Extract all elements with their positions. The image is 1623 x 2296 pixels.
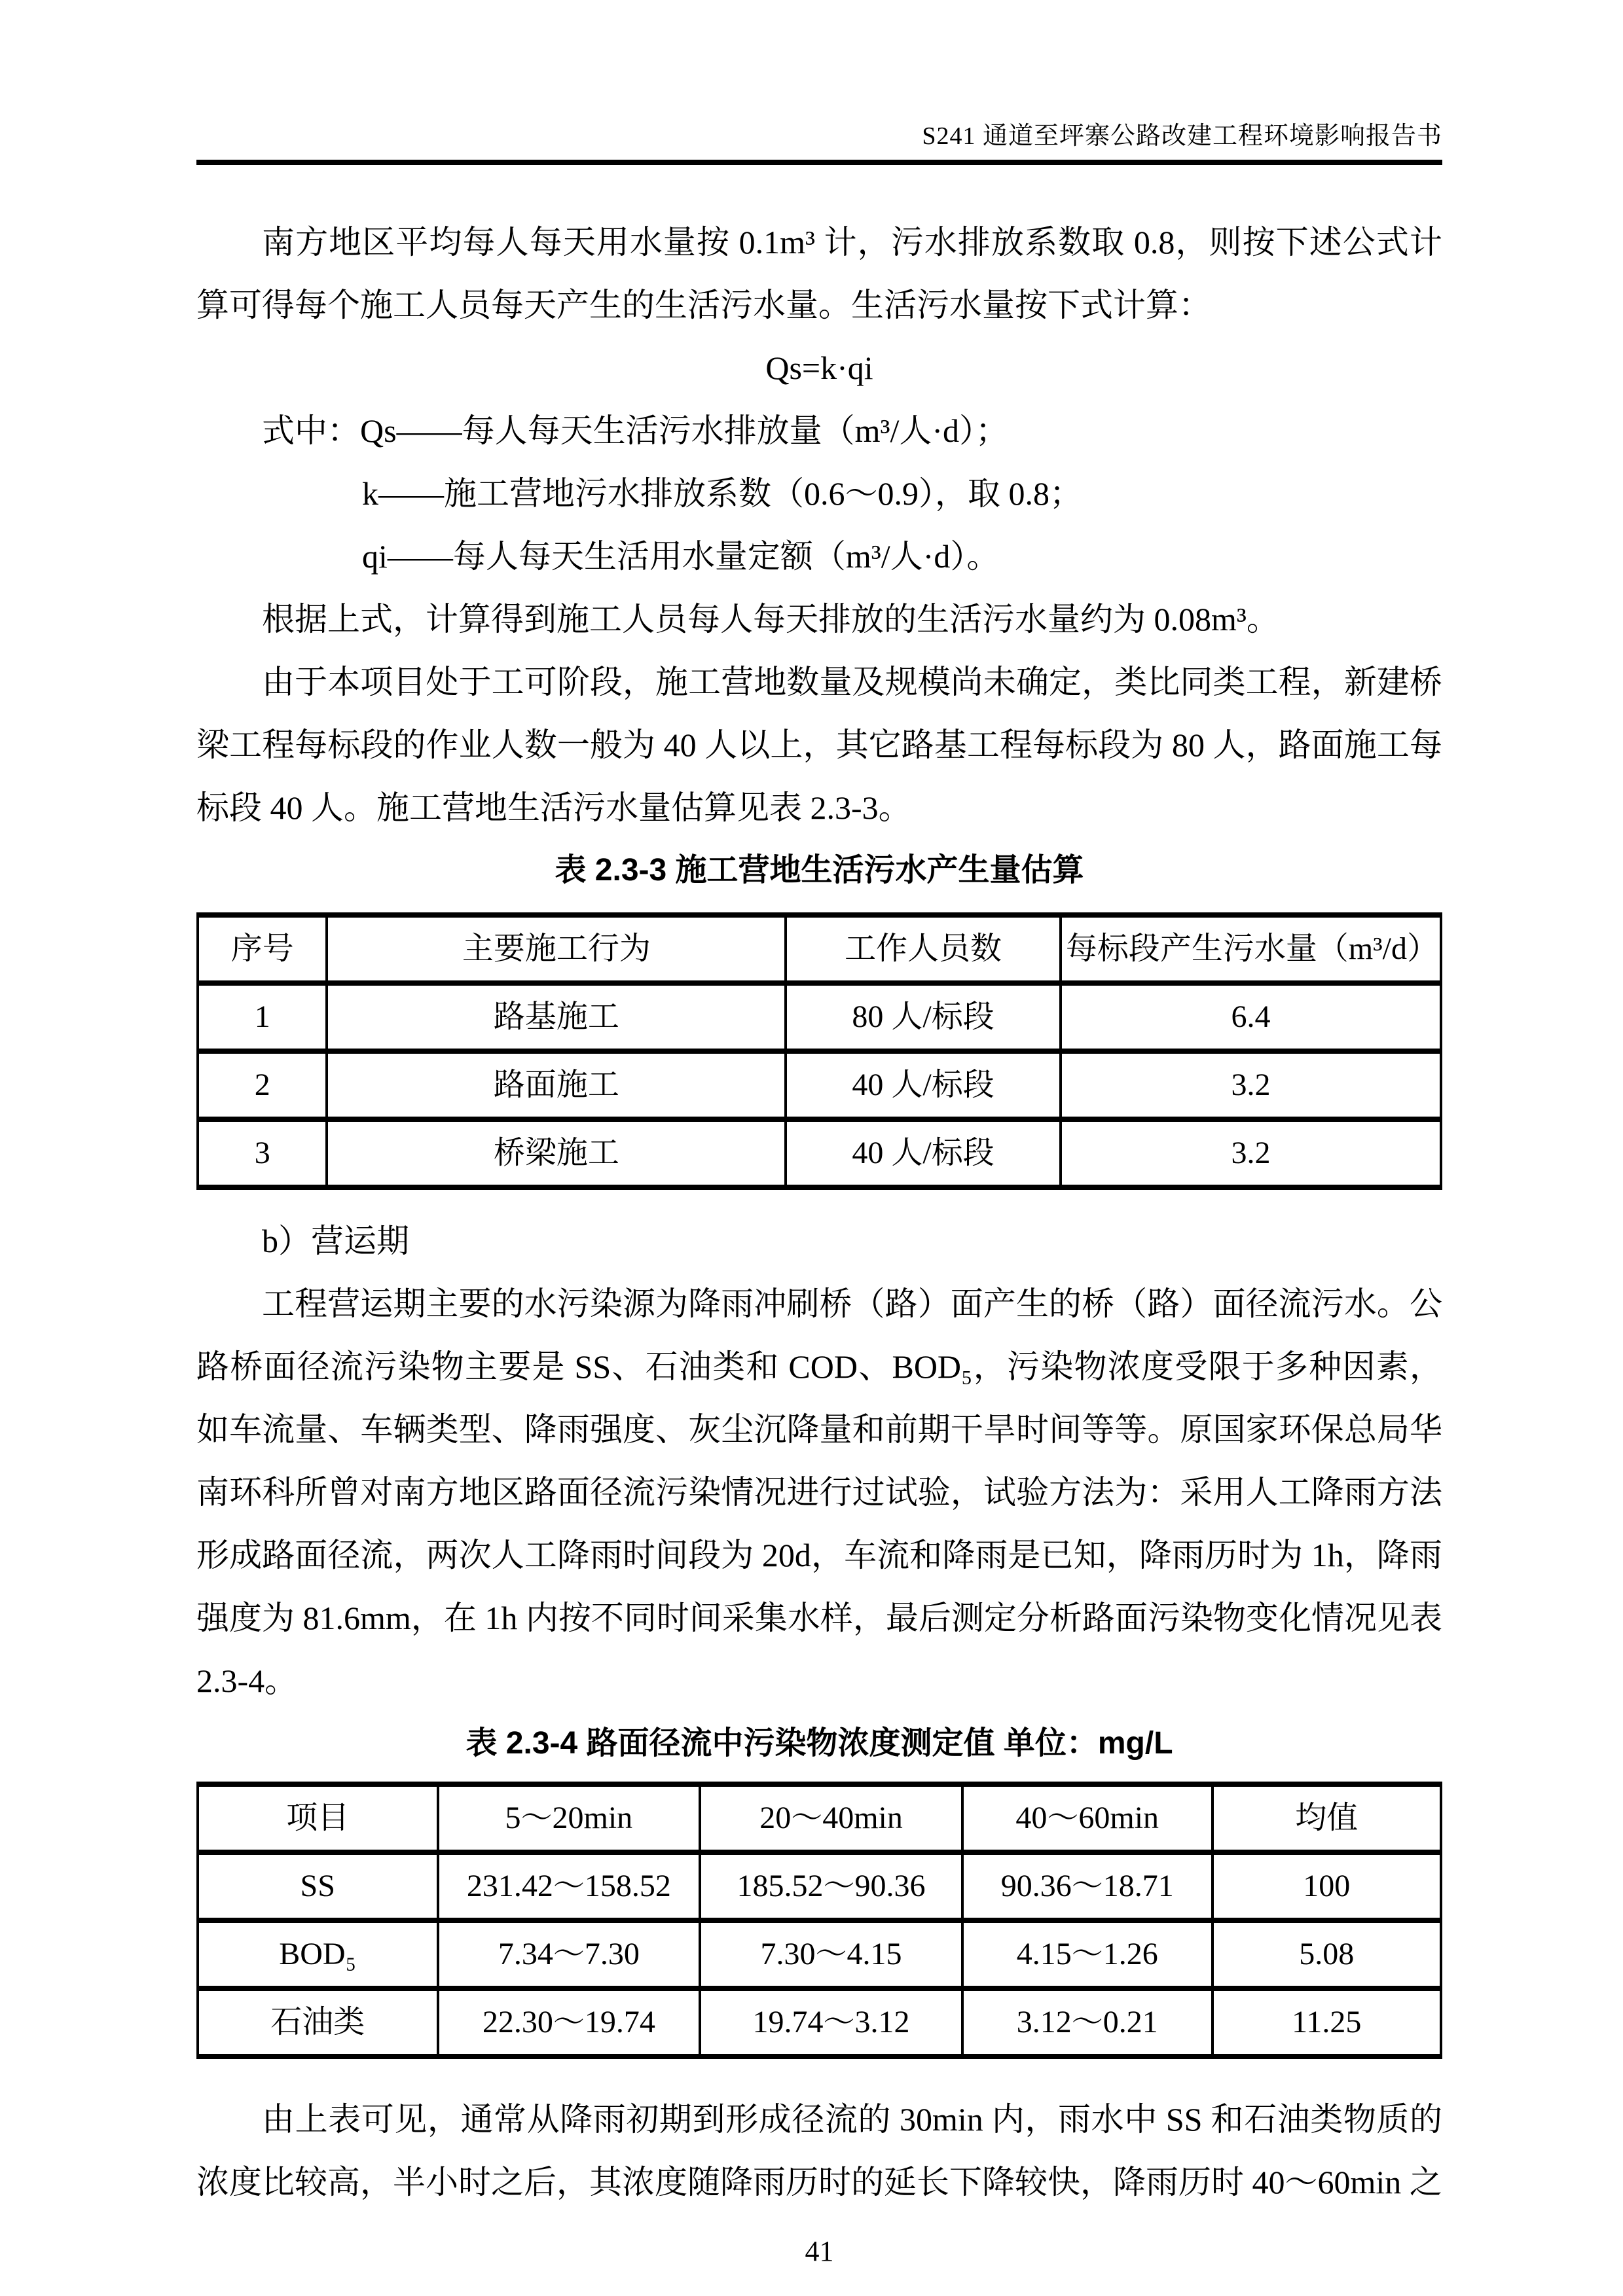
column-header: 均值 — [1213, 1784, 1441, 1852]
body-text — [196, 211, 1442, 2214]
table-row — [198, 1920, 1441, 1988]
table-2-3-3-title: 表 2.3-3 施工营地生活污水产生量估算 — [555, 853, 1084, 888]
table-row — [198, 1051, 1441, 1119]
table-cell: 6.4 — [1061, 983, 1441, 1051]
column-header: 20～40min — [700, 1784, 962, 1852]
table-cell: 4.15～1.26 — [962, 1920, 1213, 1988]
table-cell: 90.36～18.71 — [962, 1852, 1213, 1920]
table-cell: 100 — [1213, 1852, 1441, 1920]
page-content — [196, 0, 1442, 2269]
table-cell: 3.2 — [1061, 1119, 1441, 1187]
table-cell: 22.30～19.74 — [438, 1988, 701, 2056]
table-cell: 3 — [198, 1119, 327, 1187]
formula-def-qs: 式中：Qs——每人每天生活污水排放量（m³/人·d）； — [262, 412, 1008, 449]
table-2-3-4-title: 表 2.3-4 路面径流中污染物浓度测定值 单位：mg/L — [465, 1726, 1173, 1761]
column-header: 序号 — [198, 915, 327, 983]
table-cell: 19.74～3.12 — [700, 1988, 962, 2056]
table-header-row — [198, 915, 1441, 983]
table-row — [198, 1988, 1441, 2056]
table-cell: 2 — [198, 1051, 327, 1119]
formula-def-k: k——施工营地污水排放系数（0.6～0.9），取 0.8； — [362, 475, 1082, 512]
column-header: 40～60min — [962, 1784, 1213, 1852]
table-row — [198, 983, 1441, 1051]
paragraph-water-usage: 南方地区平均每人每天用水量按 0.1m³ 计，污水排放系数取 0.8，则按下述公式计算可得每个施工人员每天产生的生活污水量。生活污水量按下式计算： — [196, 224, 1442, 323]
paragraph-result: 根据上式，计算得到施工人员每人每天排放的生活污水量约为 0.08m³。 — [262, 601, 1279, 637]
running-header — [196, 0, 1442, 151]
section-b-heading: b）营运期 — [262, 1223, 409, 1259]
header-rule — [196, 160, 1442, 165]
table-row — [198, 1852, 1441, 1920]
table-cell: 40 人/标段 — [786, 1119, 1061, 1187]
column-header: 5～20min — [438, 1784, 701, 1852]
table-cell: 路面施工 — [327, 1051, 786, 1119]
table-cell: 231.42～158.52 — [438, 1852, 701, 1920]
paragraph-conclusion: 由上表可见，通常从降雨初期到形成径流的 30min 内，雨水中 SS 和石油类物质的浓度比较高，半小时之后，其浓度随降雨历时的延长下降较快，降雨历时 40～60min 之 — [196, 2101, 1442, 2200]
column-header: 主要施工行为 — [327, 915, 786, 983]
table-cell: 1 — [198, 983, 327, 1051]
table-cell: SS — [198, 1852, 438, 1920]
table-row — [198, 1119, 1441, 1187]
column-header: 每标段产生污水量（m³/d） — [1061, 915, 1441, 983]
table-cell: 185.52～90.36 — [700, 1852, 962, 1920]
table-cell: 石油类 — [198, 1988, 438, 2056]
table-cell: 路基施工 — [327, 983, 786, 1051]
paragraph-operation-period: 工程营运期主要的水污染源为降雨冲刷桥（路）面产生的桥（路）面径流污水。公路桥面径流污染物主要是 SS、石油类和 COD、BOD₅，污染物浓度受限于多种因素，如车流量、车辆类型、降雨强度、灰尘沉降量和前期干旱时间等等。原国家环保总局华南环科所曾对南方地区路面径流污染情况进行过试验，试验方法为：采用人工降雨方法形成路面径流，两次人工降雨时间段为 20d，车流和降雨是已知，降雨历时为 1h，降雨强度为 81.6mm，在 1h 内按不同时间采集水样，最后测定分析路面污染物变化情况见表 2.3-4。 — [196, 1285, 1442, 1699]
table-2-3-4 — [196, 1782, 1442, 2059]
page-number: 41 — [805, 2235, 834, 2267]
column-header: 工作人员数 — [786, 915, 1061, 983]
table-cell: BOD₅ — [198, 1920, 438, 1988]
table-cell: 3.12～0.21 — [962, 1988, 1213, 2056]
table-cell: 40 人/标段 — [786, 1051, 1061, 1119]
page-footer — [196, 2234, 1442, 2269]
table-cell: 3.2 — [1061, 1051, 1441, 1119]
table-header-row — [198, 1784, 1441, 1852]
table-2-3-3 — [196, 912, 1442, 1190]
table-cell: 11.25 — [1213, 1988, 1441, 2056]
formula-qs: Qs=k·qi — [765, 350, 873, 386]
table-cell: 7.34～7.30 — [438, 1920, 701, 1988]
table-cell: 80 人/标段 — [786, 983, 1061, 1051]
paragraph-camp-estimate: 由于本项目处于工可阶段，施工营地数量及规模尚未确定，类比同类工程，新建桥梁工程每标段的作业人数一般为 40 人以上，其它路基工程每标段为 80 人，路面施工每标段 40 人。施工营地生活污水量估算见表 2.3-3。 — [196, 664, 1442, 826]
table-cell: 7.30～4.15 — [700, 1920, 962, 1988]
report-title: S241 通道至坪寨公路改建工程环境影响报告书 — [922, 122, 1442, 150]
formula-def-qi: qi——每人每天生活用水量定额（m³/人·d）。 — [362, 538, 1000, 575]
table-cell: 桥梁施工 — [327, 1119, 786, 1187]
table-cell: 5.08 — [1213, 1920, 1441, 1988]
column-header: 项目 — [198, 1784, 438, 1852]
